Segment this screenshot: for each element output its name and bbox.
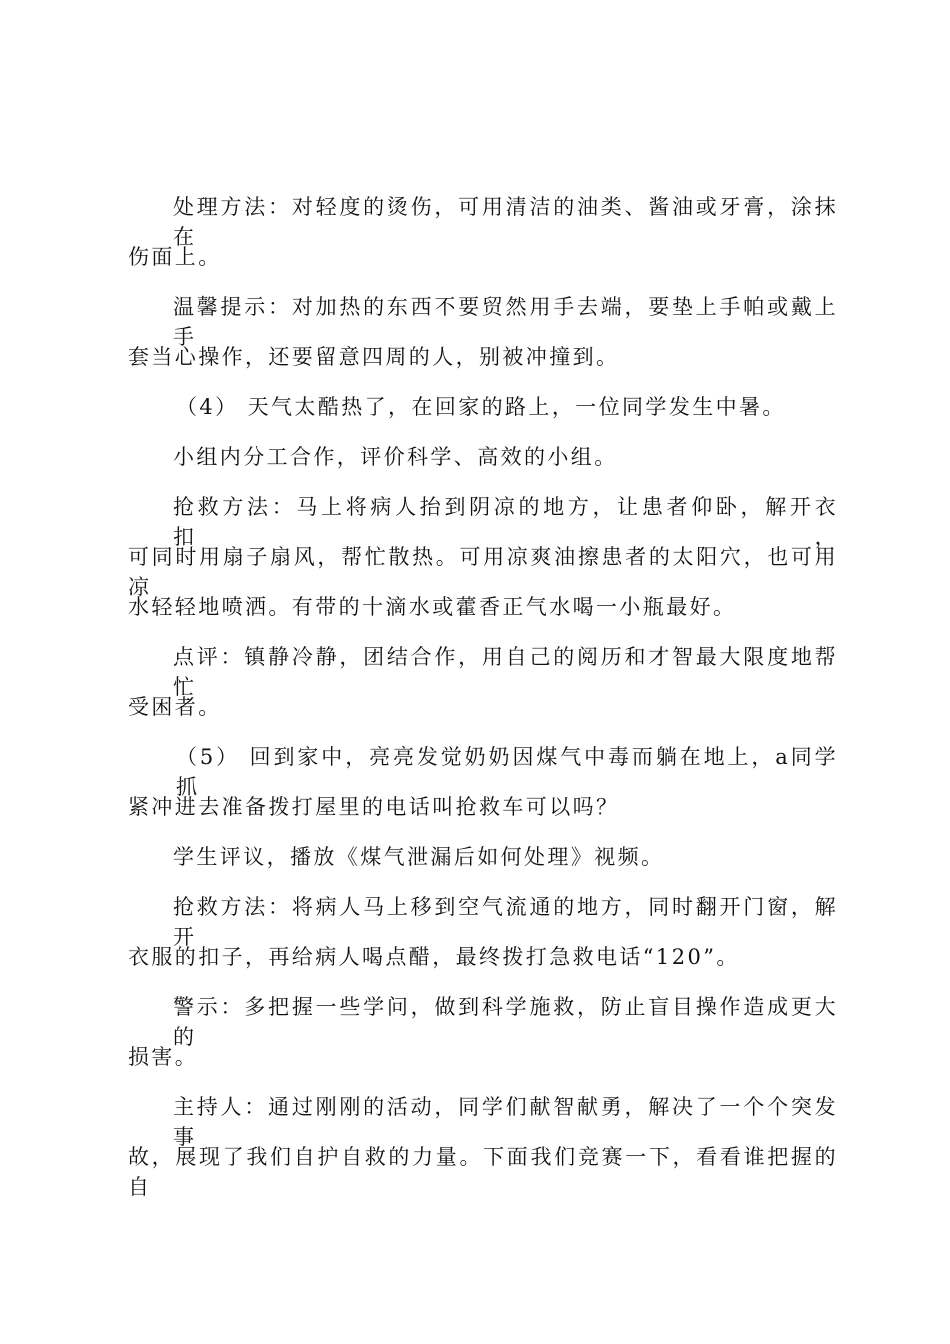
paragraph-line: 水轻轻地喷洒。有带的十滴水或藿香正气水喝一小瓶最好。 — [128, 595, 737, 619]
paragraph-line: 处理方法：对轻度的烫伤，可用清洁的油类、酱油或牙膏，涂抹在 — [173, 195, 838, 249]
paragraph-line: 受困者。 — [128, 695, 222, 719]
paragraph-line: 小组内分工合作，评价科学、高效的小组。 — [173, 445, 618, 469]
paragraph-line: （4） 天气太酷热了，在回家的路上，一位同学发生中暑。 — [176, 395, 786, 419]
paragraph-line: 伤面上。 — [128, 245, 222, 269]
paragraph-line: 学生评议，播放《煤气泄漏后如何处理》视频。 — [173, 845, 665, 869]
paragraph-line: （5） 回到家中，亮亮发觉奶奶因煤气中毒而躺在地上，a同学抓 — [176, 745, 838, 799]
paragraph-line: 温馨提示：对加热的东西不要贸然用手去端，要垫上手帕或戴上手 — [173, 295, 838, 349]
paragraph-line: 紧冲进去准备拨打屋里的电话叫抢救车可以吗？ — [128, 795, 620, 819]
paragraph-line: 抢救方法：将病人马上移到空气流通的地方，同时翻开门窗，解开 — [173, 895, 838, 949]
paragraph-line: 主持人：通过刚刚的活动，同学们献智献勇，解决了一个个突发事 — [173, 1095, 838, 1149]
paragraph-line: 损害。 — [128, 1045, 199, 1069]
paragraph-line: 故，展现了我们自护自救的力量。下面我们竞赛一下，看看谁把握的自 — [128, 1145, 838, 1199]
paragraph-line: 警示：多把握一些学问，做到科学施救，防止盲目操作造成更大的 — [173, 995, 838, 1049]
paragraph-line: 套当心操作，还要留意四周的人，别被冲撞到。 — [128, 345, 620, 369]
paragraph-line: 抢救方法：马上将病人抬到阴凉的地方，让患者仰卧，解开衣扣， — [173, 495, 838, 549]
paragraph-line: 衣服的扣子，再给病人喝点醋，最终拨打急救电话“120”。 — [128, 945, 740, 969]
paragraph-line: 可同时用扇子扇风，帮忙散热。可用凉爽油擦患者的太阳穴，也可用凉 — [128, 545, 838, 599]
paragraph-line: 点评：镇静冷静，团结合作，用自己的阅历和才智最大限度地帮忙 — [173, 645, 838, 699]
